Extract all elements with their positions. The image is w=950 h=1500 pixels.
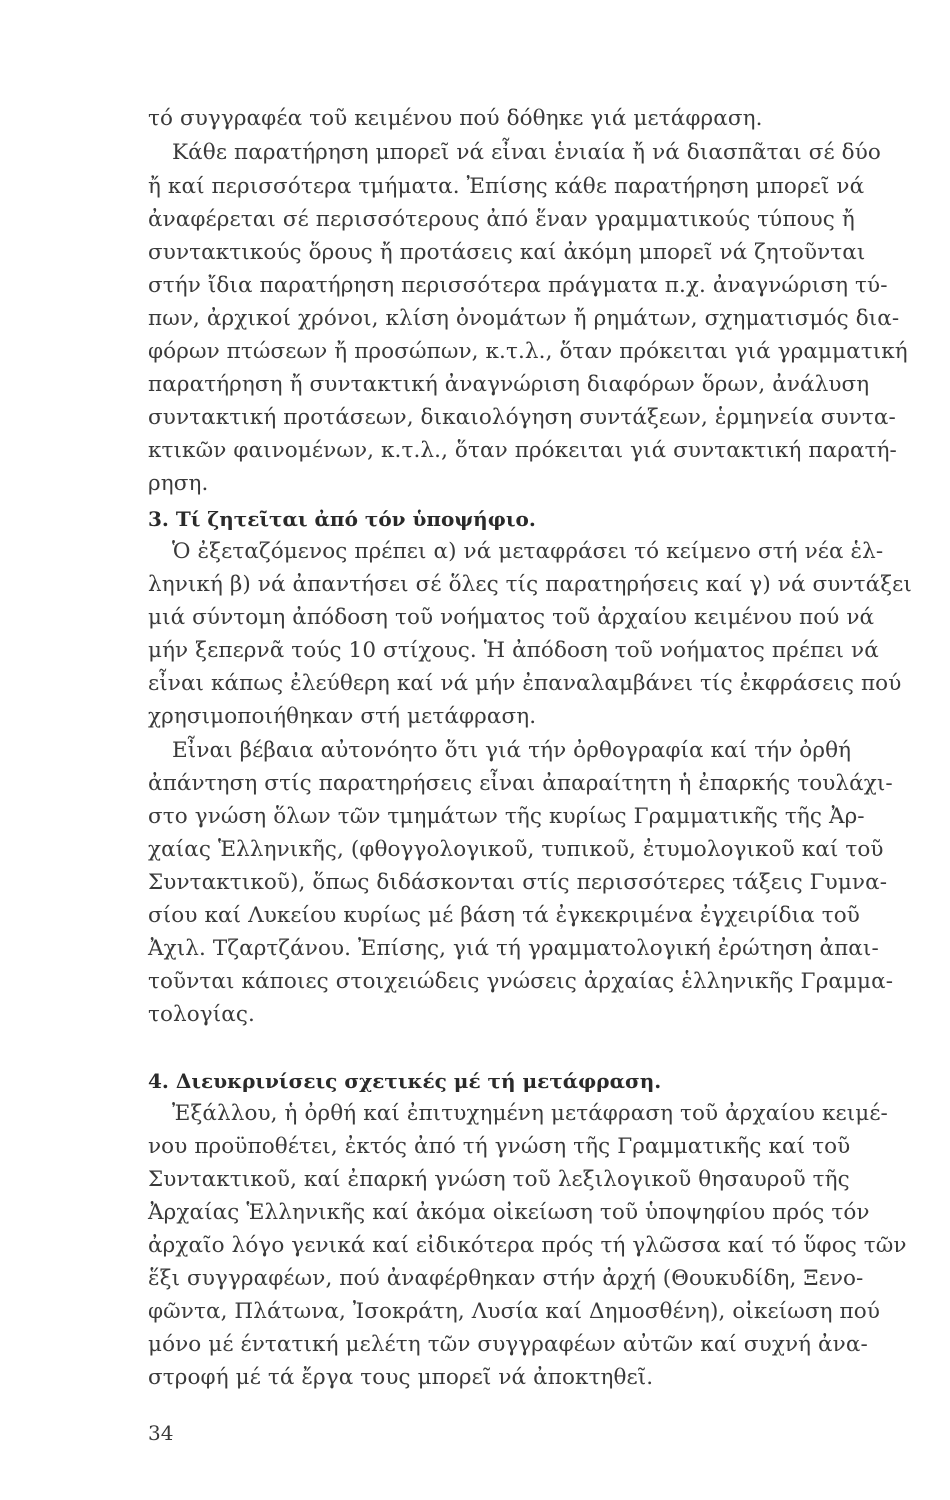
- text-line: στροφή μέ τά ἔργα τους μπορεῖ νά ἀποκτηθεῖ.: [148, 1365, 654, 1390]
- text-line: Συντακτικοῦ), ὅπως διδάσκονται στίς περισσότερες τάξεις Γυμνα-: [148, 870, 888, 895]
- text-line: τό συγγραφέα τοῦ κειμένου πού δόθηκε γιά μετάφραση.: [148, 106, 763, 131]
- section-heading: 4. Διευκρινίσεις σχετικές μέ τή μετάφραση.: [148, 1069, 662, 1093]
- text-line: ληνική β) νά ἀπαντήσει σέ ὅλες τίς παρατηρήσεις καί γ) νά συντάξει: [148, 572, 912, 597]
- section-heading: 3. Τί ζητεῖται ἀπό τόν ὑποψήφιο.: [148, 507, 536, 531]
- text-line: στο γνώση ὅλων τῶν τμημάτων τῆς κυρίως Γραμματικῆς τῆς Ἀρ-: [148, 804, 865, 829]
- text-line: εἶναι κάπως ἐλεύθερη καί νά μήν ἐπαναλαμβάνει τίς ἐκφράσεις πού: [148, 671, 902, 696]
- text-line: τολογίας.: [148, 1002, 255, 1027]
- text-line: χαίας Ἑλληνικῆς, (φθογγολογικοῦ, τυπικοῦ, ἐτυμολογικοῦ καί τοῦ: [148, 837, 884, 862]
- page-number: 34: [148, 1421, 174, 1445]
- text-line: ἀρχαῖο λόγο γενικά καί εἰδικότερα πρός τή γλῶσσα καί τό ὕφος τῶν: [148, 1233, 907, 1258]
- text-line: ἤ καί περισσότερα τμήματα. Ἐπίσης κάθε παρατήρηση μπορεῖ νά: [148, 174, 865, 199]
- text-line: μόνο μέ έντατική μελέτη τῶν συγγραφέων αὐτῶν καί συχνή ἀνα-: [148, 1332, 868, 1357]
- text-line: φόρων πτώσεων ἤ προσώπων, κ.τ.λ., ὅταν πρόκειται γιά γραμματική: [148, 339, 908, 364]
- text-line: ἀπάντηση στίς παρατηρήσεις εἶναι ἀπαραίτητη ἡ ἐπαρκής τουλάχι-: [148, 771, 893, 796]
- text-line: τοῦνται κάποιες στοιχειώδεις γνώσεις ἀρχαίας ἑλληνικῆς Γραμμα-: [148, 969, 894, 994]
- text-line: φῶντα, Πλάτωνα, Ἰσοκράτη, Λυσία καί Δημοσθένη), οἰκείωση πού: [148, 1299, 880, 1324]
- text-line: ἀναφέρεται σέ περισσότερους ἀπό ἕναν γραμματικούς τύπους ἤ: [148, 207, 855, 232]
- text-line: Ἀρχαίας Ἑλληνικῆς καί ἀκόμα οἰκείωση τοῦ ὑποψηφίου πρός τόν: [148, 1200, 870, 1225]
- text-line: μήν ξεπερνᾶ τούς 10 στίχους. Ἡ ἀπόδοση τοῦ νοήματος πρέπει νά: [148, 638, 879, 663]
- text-line: στήν ἴδια παρατήρηση περισσότερα πράγματα π.χ. ἀναγνώριση τύ-: [148, 273, 888, 298]
- text-line: Ἐξάλλου, ἡ ὀρθή καί ἐπιτυχημένη μετάφραση τοῦ ἀρχαίου κειμέ-: [172, 1101, 888, 1126]
- text-line: σίου καί Λυκείου κυρίως μέ βάση τά ἐγκεκριμένα ἐγχειρίδια τοῦ: [148, 903, 860, 928]
- text-line: Ἀχιλ. Τζαρτζάνου. Ἐπίσης, γιά τή γραμματολογική ἐρώτηση ἀπαι-: [148, 936, 879, 961]
- text-line: χρησιμοποιήθηκαν στή μετάφραση.: [148, 704, 537, 729]
- text-line: ρηση.: [148, 471, 209, 496]
- text-line: παρατήρηση ἤ συντακτική ἀναγνώριση διαφόρων ὅρων, ἀνάλυση: [148, 372, 870, 397]
- text-line: Κάθε παρατήρηση μπορεῖ νά εἶναι ἑνιαία ἤ νά διασπᾶται σέ δύο: [172, 140, 881, 165]
- text-line: Εἶναι βέβαια αὐτονόητο ὅτι γιά τήν ὀρθογραφία καί τήν ὀρθή: [172, 738, 852, 763]
- text-line: κτικῶν φαινομένων, κ.τ.λ., ὅταν πρόκειται γιά συντακτική παρατή-: [148, 438, 897, 463]
- text-line: συντακτικούς ὅρους ἤ προτάσεις καί ἀκόμη μπορεῖ νά ζητοῦνται: [148, 240, 866, 265]
- text-line: συντακτική προτάσεων, δικαιολόγηση συντάξεων, ἑρμηνεία συντα-: [148, 405, 896, 430]
- text-line: Συντακτικοῦ, καί ἐπαρκή γνώση τοῦ λεξιλογικοῦ θησαυροῦ τῆς: [148, 1167, 850, 1192]
- text-line: πων, ἀρχικοί χρόνοι, κλίση ὀνομάτων ἤ ρημάτων, σχηματισμός δια-: [148, 306, 900, 331]
- text-line: μιά σύντομη ἀπόδοση τοῦ νοήματος τοῦ ἀρχαίου κειμένου πού νά: [148, 605, 875, 630]
- text-line: ἕξι συγγραφέων, πού ἀναφέρθηκαν στήν ἀρχή (Θουκυδίδη, Ξενο-: [148, 1266, 864, 1291]
- text-line: νου προϋποθέτει, ἐκτός ἀπό τή γνώση τῆς Γραμματικῆς καί τοῦ: [148, 1134, 851, 1159]
- text-line: Ὁ ἐξεταζόμενος πρέπει α) νά μεταφράσει τό κείμενο στή νέα ἑλ-: [172, 539, 884, 564]
